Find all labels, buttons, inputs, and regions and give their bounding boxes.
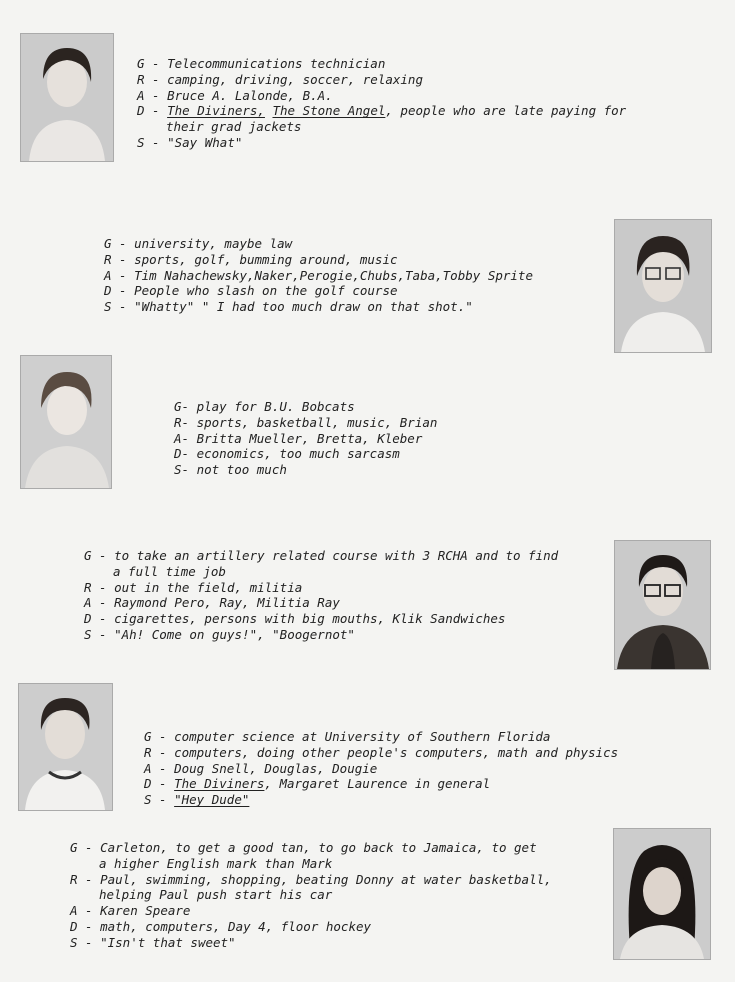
saying-text: "Say What" xyxy=(167,134,243,150)
alias-text: Karen Speare xyxy=(100,903,191,919)
dislikes-line xyxy=(144,776,618,792)
label-saying: S - xyxy=(144,792,175,808)
alias-text: Tim Nahachewsky,Naker,Perogie,Chubs,Taba,Tobby Sprite xyxy=(134,267,533,283)
label-saying: S - xyxy=(104,299,135,315)
recreation-line xyxy=(104,252,533,268)
goal-line xyxy=(104,236,533,252)
entry-6 xyxy=(70,840,552,951)
label-recreation: R - xyxy=(144,744,175,760)
saying-text: "Hey Dude" xyxy=(174,792,250,808)
label-recreation: R- xyxy=(174,414,197,430)
label-recreation: R - xyxy=(104,251,135,267)
label-dislikes: D- xyxy=(174,446,197,462)
entry-3 xyxy=(174,399,437,478)
alias-text: Britta Mueller, Bretta, Kleber xyxy=(196,430,423,446)
label-goal: G - xyxy=(84,548,115,563)
saying-line xyxy=(174,462,437,478)
entry-2 xyxy=(104,236,533,315)
label-goal: G - xyxy=(144,729,175,744)
entry-5 xyxy=(144,729,618,808)
alias-line xyxy=(137,88,626,104)
saying-text: not too much xyxy=(196,462,287,478)
dislikes-line xyxy=(174,446,437,462)
label-saying: S - xyxy=(84,626,115,642)
student-photo-1 xyxy=(20,33,114,162)
label-saying: S - xyxy=(70,934,101,950)
alias-text: Bruce A. Lalonde, B.A. xyxy=(167,87,333,103)
recreation-text: sports, basketball, music, Brian xyxy=(196,414,438,430)
alias-line xyxy=(144,761,618,777)
goal-line xyxy=(137,56,626,72)
label-alias: A - xyxy=(70,903,101,919)
recreation-text: camping, driving, soccer, relaxing xyxy=(167,71,423,87)
goal-line xyxy=(144,729,618,745)
continuation-text: helping Paul push start his car xyxy=(99,887,333,903)
dislikes-text: math, computers, Day 4, floor hockey xyxy=(100,918,372,934)
goal-line xyxy=(84,548,558,564)
dislikes-text: economics, too much sarcasm xyxy=(196,446,400,462)
label-dislikes: D - xyxy=(70,918,101,934)
label-recreation: R - xyxy=(84,579,115,595)
dislikes-text: People who slash on the golf course xyxy=(134,283,398,299)
goal-line xyxy=(174,399,437,415)
dislikes-line xyxy=(104,283,533,299)
label-alias: A - xyxy=(144,760,175,776)
book-title: The Diviners, xyxy=(167,103,265,119)
recreation-text: out in the field, militia xyxy=(114,579,303,595)
recreation-text: Paul, swimming, shopping, beating Donny at water basketball, xyxy=(100,871,552,887)
label-alias: A- xyxy=(174,430,197,446)
goal-continuation xyxy=(84,564,558,580)
dislikes-line xyxy=(137,103,626,119)
dislikes-continuation xyxy=(137,119,626,135)
label-goal: G- xyxy=(174,399,197,414)
dislikes-text: , people who are late paying for xyxy=(385,103,627,119)
recreation-text: sports, golf, bumming around, music xyxy=(134,251,398,267)
goal-text: computer science at University of Southern Florida xyxy=(174,729,551,744)
goal-text: Telecommunications technician xyxy=(167,56,386,71)
continuation-text: a higher English mark than Mark xyxy=(99,855,333,871)
goal-text: Carleton, to get a good tan, to go back to Jamaica, to get xyxy=(100,840,537,855)
label-alias: A - xyxy=(84,595,115,611)
label-saying: S - xyxy=(137,134,168,150)
alias-line xyxy=(84,595,558,611)
saying-text: "Ah! Come on guys!", "Boogernot" xyxy=(114,626,355,642)
recreation-line xyxy=(137,72,626,88)
goal-text: to take an artillery related course with 3 RCHA and to find xyxy=(114,548,559,563)
goal-continuation xyxy=(70,856,552,872)
dislikes-text: cigarettes, persons with big mouths, Klik Sandwiches xyxy=(114,611,506,627)
recreation-line xyxy=(84,580,558,596)
label-dislikes: D - xyxy=(84,611,115,627)
goal-line xyxy=(70,840,552,856)
label-goal: G - xyxy=(70,840,101,855)
saying-line xyxy=(144,792,618,808)
saying-line xyxy=(104,299,533,315)
alias-line xyxy=(104,268,533,284)
alias-text: Raymond Pero, Ray, Militia Ray xyxy=(114,595,340,611)
goal-text: university, maybe law xyxy=(134,236,293,251)
label-recreation: R - xyxy=(137,71,168,87)
recreation-line xyxy=(174,415,437,431)
book-title: The Stone Angel xyxy=(272,103,386,119)
label-dislikes: D - xyxy=(144,776,175,792)
saying-text: "Isn't that sweet" xyxy=(100,934,236,950)
label-recreation: R - xyxy=(70,871,101,887)
label-dislikes: D - xyxy=(104,283,135,299)
continuation-text: their grad jackets xyxy=(166,119,302,135)
entry-4 xyxy=(84,548,558,643)
recreation-line xyxy=(144,745,618,761)
dislikes-line xyxy=(70,919,552,935)
alias-line xyxy=(70,903,552,919)
label-goal: G - xyxy=(104,236,135,251)
label-alias: A - xyxy=(104,267,135,283)
dislikes-text: , Margaret Laurence in general xyxy=(264,776,491,792)
student-photo-6 xyxy=(613,828,711,960)
recreation-text: computers, doing other people's computers, math and physics xyxy=(174,744,619,760)
saying-text: "Whatty" " I had too much draw on that shot." xyxy=(134,299,473,315)
student-photo-4 xyxy=(614,540,711,670)
saying-line xyxy=(84,627,558,643)
label-dislikes: D - xyxy=(137,103,168,119)
dislikes-line xyxy=(84,611,558,627)
student-photo-2 xyxy=(614,219,712,353)
student-photo-3 xyxy=(20,355,112,489)
goal-text: play for B.U. Bobcats xyxy=(196,399,355,414)
label-alias: A - xyxy=(137,87,168,103)
recreation-line xyxy=(70,872,552,888)
alias-line xyxy=(174,431,437,447)
student-photo-5 xyxy=(18,683,113,811)
continuation-text: a full time job xyxy=(113,563,226,579)
saying-line xyxy=(70,935,552,951)
book-title: The Diviners xyxy=(174,776,265,792)
label-goal: G - xyxy=(137,56,168,71)
label-saying: S- xyxy=(174,462,197,478)
recreation-continuation xyxy=(70,887,552,903)
alias-text: Doug Snell, Douglas, Dougie xyxy=(174,760,378,776)
entry-1 xyxy=(137,56,626,151)
saying-line xyxy=(137,135,626,151)
